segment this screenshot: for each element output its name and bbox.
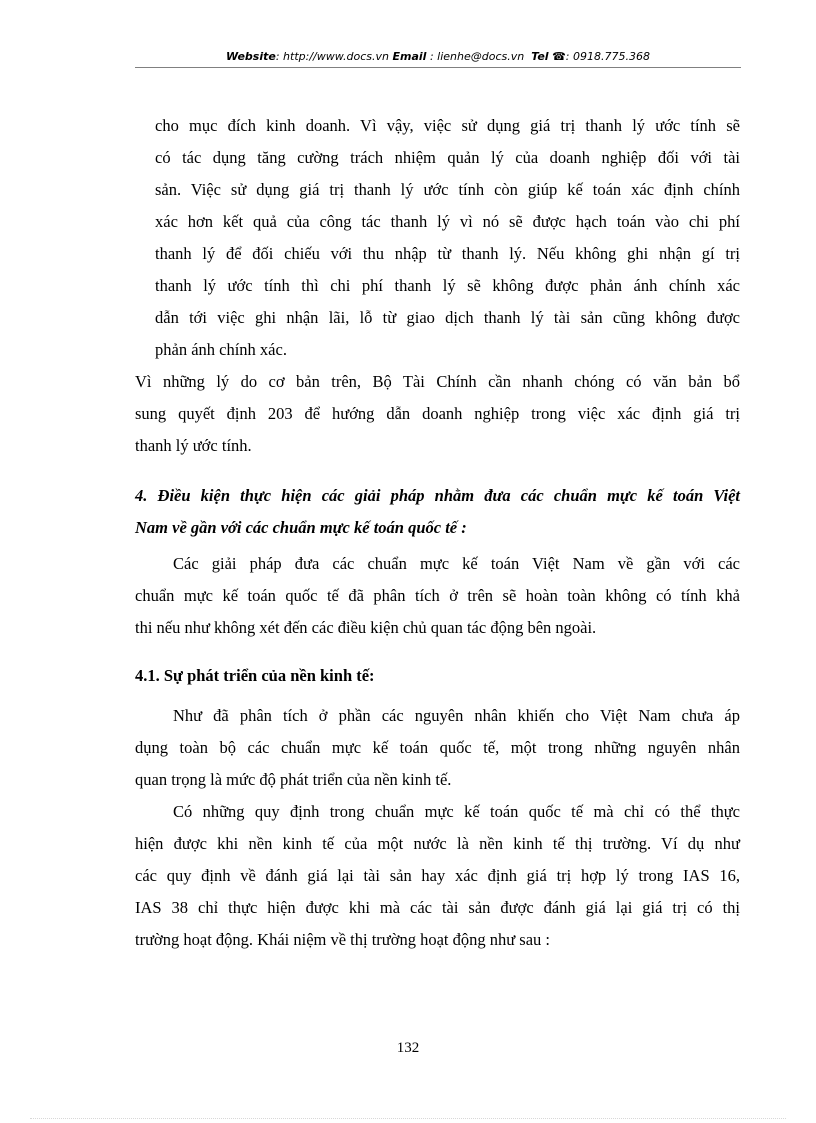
text-line: quan trọng là mức độ phát triển của nền kinh tế.: [135, 770, 452, 789]
text-line: Có những quy định trong chuẩn mực kế toán quốc tế mà chỉ có thể thực: [173, 802, 740, 821]
email-value: : lienhe@docs.vn: [426, 50, 528, 63]
text-line: Vì những lý do cơ bản trên, Bộ Tài Chính cần nhanh chóng có văn bản bổ: [135, 372, 740, 391]
text-line: Như đã phân tích ở phần các nguyên nhân khiến cho Việt Nam chưa áp: [173, 706, 740, 725]
tel-label: Tel: [531, 50, 549, 63]
text-line: IAS 38 chỉ thực hiện được khi mà các tài sản được đánh giá lại giá trị có thị: [135, 898, 740, 917]
text-line: cho mục đích kinh doanh. Vì vậy, việc sử dụng giá trị thanh lý ước tính sẽ: [155, 116, 740, 135]
text-line: có tác dụng tăng cường trách nhiệm quản lý của doanh nghiệp đối với tài: [155, 148, 740, 167]
section-heading: Nam về gần với các chuẩn mực kế toán quốc tế :: [135, 518, 467, 537]
text-line: dụng toàn bộ các chuẩn mực kế toán quốc tế, một trong những nguyên nhân: [135, 738, 740, 757]
text-line: chuẩn mực kế toán quốc tế đã phân tích ở trên sẽ hoàn toàn không có tính khả: [135, 586, 740, 605]
text-line: Các giải pháp đưa các chuẩn mực kế toán Việt Nam về gần với các: [173, 554, 740, 573]
website-label: Website: [226, 50, 276, 63]
page-bottom-divider: [30, 1118, 786, 1119]
text-line: các quy định về đánh giá lại tài sản hay xác định giá trị hợp lý trong IAS 16,: [135, 866, 740, 885]
text-line: phản ánh chính xác.: [155, 340, 287, 359]
text-line: thanh lý để đối chiếu với thu nhập từ thanh lý. Nếu không ghi nhận gí trị: [155, 244, 740, 263]
email-label: Email: [392, 50, 427, 63]
text-line: thanh lý ước tính.: [135, 436, 252, 455]
text-line: hiện được khi nền kinh tế của một nước là nền kinh tế thị trường. Ví dụ như: [135, 834, 740, 853]
text-line: thanh lý ước tính thì chi phí thanh lý sẽ không được phản ánh chính xác: [155, 276, 740, 295]
header-divider: [135, 67, 741, 68]
text-line: sung quyết định 203 để hướng dẫn doanh nghiệp trong việc xác định giá trị: [135, 404, 740, 423]
section-heading: 4. Điều kiện thực hiện các giải pháp nhằm đưa các chuẩn mực kế toán Việt: [135, 486, 740, 505]
phone-icon: ☎: [552, 50, 566, 63]
text-line: dẫn tới việc ghi nhận lãi, lỗ từ giao dịch thanh lý tài sản cũng không được: [155, 308, 740, 327]
text-line: thi nếu như không xét đến các điều kiện chủ quan tác động bên ngoài.: [135, 618, 597, 637]
text-line: trường hoạt động. Khái niệm về thị trường hoạt động như sau :: [135, 930, 551, 949]
text-line: xác hơn kết quả của công tác thanh lý vì nó sẽ được hạch toán vào chi phí: [155, 212, 740, 231]
subsection-heading: 4.1. Sự phát triển của nền kinh tế:: [135, 666, 375, 685]
tel-value: : 0918.775.368: [565, 50, 650, 63]
website-value: : http://www.docs.vn: [275, 50, 393, 63]
text-line: sản. Việc sử dụng giá trị thanh lý ước tính còn giúp kế toán xác định chính: [155, 180, 740, 199]
page-number: 132: [396, 1040, 420, 1056]
page-header: [135, 48, 741, 66]
